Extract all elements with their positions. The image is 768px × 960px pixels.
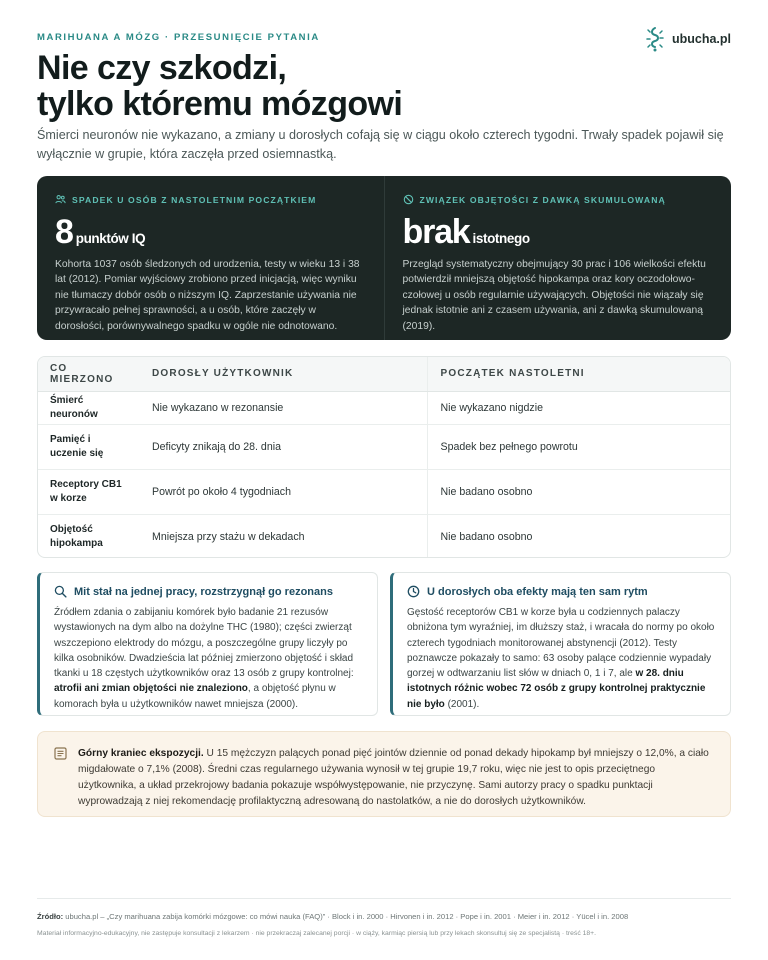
- table-cell: Spadek bez pełnego powrotu: [427, 424, 730, 469]
- comparison-table: [37, 356, 731, 558]
- page-title: [37, 50, 677, 122]
- stat-unit: punktów IQ: [75, 231, 146, 246]
- card-myth: [37, 572, 378, 716]
- column-header: DOROSŁY UŻYTKOWNIK: [134, 357, 427, 391]
- table-cell: Nie wykazano nigdzie: [427, 391, 730, 424]
- card-text: Gęstość receptorów CB1 w korze była u codziennych palaczy obniżona tym wyraźniej, im dłuższy staż, i wracała do normy po około czterech tygodniach monitorowanej abstynencji (2012). Testy poznawcze pokazały to samo: 63 osoby palące codziennie wypadały gorzej w odtwarzaniu list słów w dniach 0, 1 i 7, ale w 28. dniu istotnych różnic wobec 72 osób z grupy kontrolnej praktycznie nie było (2001).: [407, 607, 715, 710]
- brand-name: ubucha.pl: [671, 32, 731, 46]
- stat-description: Przegląd systematyczny obejmujący 30 prac i 106 wielkości efektu potwierdził mniejszą objętość hipokampa oraz kory oczodołowo-czołowej u osób regularnie używających. Objętości nie wiązały się jednak istotnie ani z czasem używania, ani z dawką skumulowaną (2019).: [402, 259, 706, 332]
- stat-unit: istotnego: [472, 231, 530, 246]
- column-header: CO MIERZONO: [38, 357, 134, 391]
- table-row: [38, 391, 730, 424]
- stat-description: Kohorta 1037 osób śledzonych od urodzenia, testy w wieku 13 i 38 lat (2012). Pomiar wyjściowy zrobiono przed inicjacją, więc wyniku nie tłumaczy dobór osób o niższym IQ. Zaprzestanie używania nie przywracało pełnej sprawności, a u osób, które zaczęły w dorosłości, porównywalnego spadku w ogóle nie odnotowano.: [55, 259, 360, 332]
- table-cell: Powrót po około 4 tygodniach: [134, 469, 427, 514]
- people-icon: [55, 194, 66, 205]
- lead-paragraph: Śmierci neuronów nie wykazano, a zmiany u dorosłych cofają się w ciągu około czterech tygodni. Trwały spadek pojawił się wyłącznie w grupie, która zaczęła przed osiemnastką.: [37, 128, 724, 161]
- stat-figure: [55, 213, 366, 251]
- kicker: MARIHUANA A MÓZG · PRZESUNIĘCIE PYTANIA: [37, 32, 320, 43]
- stat-value: brak: [402, 213, 470, 251]
- table-cell: Receptory CB1 w korze: [38, 469, 134, 514]
- stats-panel: [37, 176, 731, 340]
- stat-iq-drop: [37, 176, 384, 340]
- table-cell: Nie badano osobno: [427, 469, 730, 514]
- source-line: Źródło: ubucha.pl – „Czy marihuana zabija komórki mózgowe: co mówi nauka (FAQ)” · Block i in. 2000 · Hirvonen i in. 2012 · Pope i in. 2001 · Meier i in. 2012 · Yücel i in. 2008: [37, 912, 629, 921]
- table-cell: Mniejsza przy stażu w dekadach: [152, 530, 305, 543]
- table-cell: Deficyty znikają do 28. dnia: [134, 424, 427, 469]
- table-row: [38, 469, 730, 514]
- column-header: POCZĄTEK NASTOLETNI: [427, 357, 730, 391]
- card-title: U dorosłych oba efekty mają ten sam rytm: [407, 585, 716, 598]
- search-icon: [54, 585, 67, 598]
- brand[interactable]: [644, 26, 731, 52]
- table-cell: Nie wykazano w rezonansie: [134, 391, 427, 424]
- card-title: Mit stał na jednej pracy, rozstrzygnął go rezonans: [54, 585, 363, 598]
- stat-label: ZWIĄZEK OBJĘTOŚCI Z DAWKĄ SKUMULOWANĄ: [403, 194, 714, 205]
- exposure-note: [37, 731, 731, 817]
- title-line-1: Nie czy szkodzi,: [37, 49, 287, 87]
- brand-logo-icon: [644, 26, 666, 52]
- table-row: [38, 424, 730, 469]
- prohibited-icon: [403, 194, 414, 205]
- table-row: [38, 514, 730, 558]
- footer-divider: [37, 898, 731, 899]
- note-text: Górny kraniec ekspozycji. U 15 mężczyzn palących ponad pięć jointów dziennie od ponad dekady hipokamp był mniejszy o 12,0%, a ciało migdałowate o 7,1% (2008). Średni czas regularnego używania wynosił w tej grupie 19,7 roku, więc nie jest to opis przeciętnego użytkownika, a układ przekrojowy badania pokazuje współwystępowanie, nie przyczynę. Sami autorzy pracy o spadku punktacji wyprowadzają z niej rekomendację profilaktyczną adresowaną do nastolatków, a nie do dorosłych użytkowników.: [78, 748, 709, 807]
- table-cell: Śmierć neuronów: [38, 391, 134, 424]
- stat-label: SPADEK U OSÓB Z NASTOLETNIM POCZĄTKIEM: [55, 194, 366, 205]
- stat-figure: [403, 213, 714, 251]
- stat-volume-dose: [384, 176, 732, 340]
- disclaimer: Materiał informacyjno-edukacyjny, nie zastępuje konsultacji z lekarzem · nie przekraczaj zalecanej porcji · w ciąży, karmiąc piersią lub przy lekach skonsultuj się ze specjalistą · treść 18+.: [37, 930, 597, 937]
- card-text: Źródłem zdania o zabijaniu komórek było badanie 21 rezusów wystawionych na dym albo na dożylne THC (1980); części zwierząt wszczepiono elektrody do mózgu, a poszczególne grupy liczyły po kilka osobników. Dwadzieścia lat później zmierzono objętość i skład tkanki u 18 częstych użytkowników oraz 13 osób z grupy kontrolnej: atrofii ani zmian objętości nie znaleziono, a objętość płynu w komorach była u użytkowników nawet mniejsza (2000).: [54, 607, 354, 710]
- stat-value: 8: [55, 213, 73, 251]
- notes-icon: [54, 747, 67, 760]
- table-cell: Pamięć i uczenie się: [38, 424, 134, 469]
- card-rhythm: [390, 572, 731, 716]
- title-line-2: tylko któremu mózgowi: [37, 85, 403, 123]
- clock-icon: [407, 585, 420, 598]
- table-header-row: [38, 357, 730, 391]
- table-cell: Nie badano osobno: [427, 514, 730, 558]
- table-cell: Objętość hipokampa: [50, 523, 103, 549]
